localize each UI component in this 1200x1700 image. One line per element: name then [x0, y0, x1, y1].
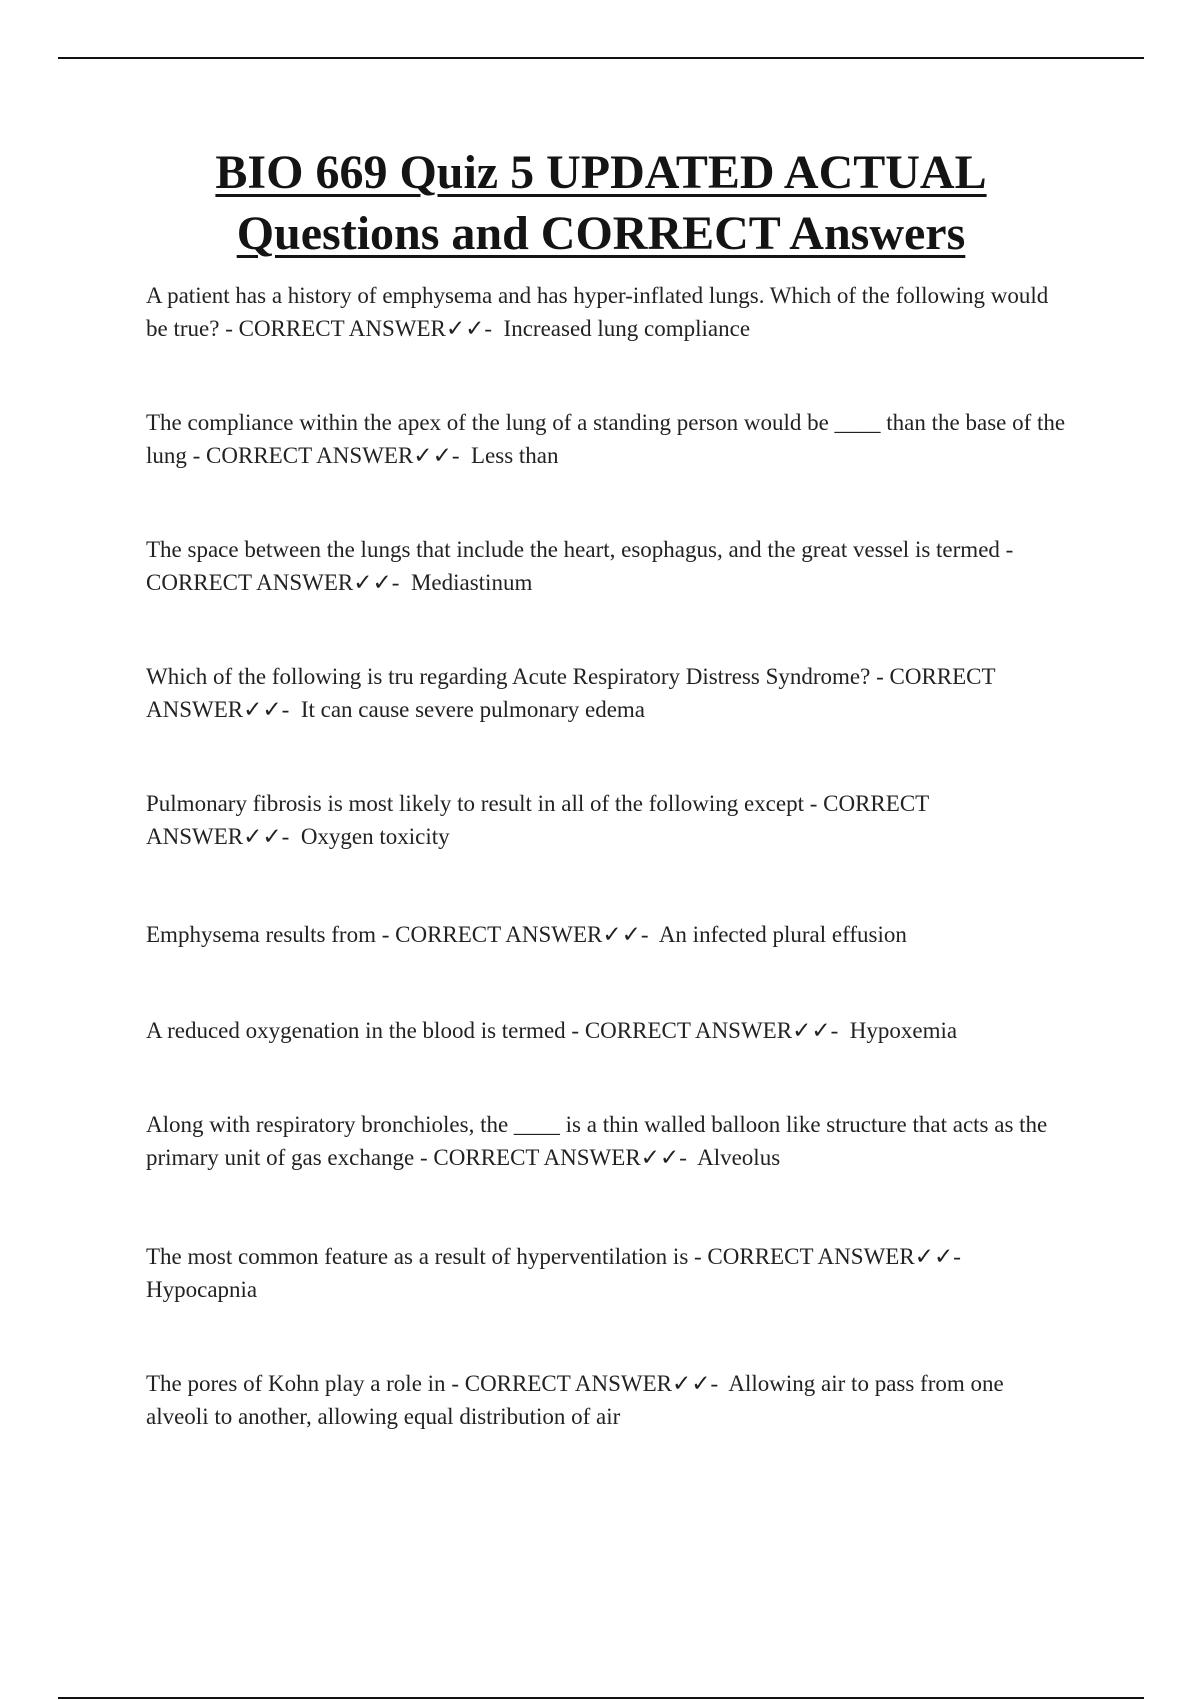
answer-text: Hypoxemia: [849, 1018, 958, 1043]
qa-item-10: [146, 1367, 1066, 1433]
question-text: A reduced oxygenation in the blood is termed: [146, 1018, 566, 1043]
answer-text: Increased lung compliance: [503, 316, 751, 341]
qa-item-8: [146, 1108, 1066, 1174]
qa-item-4: [146, 660, 1066, 726]
correct-answer-label: - CORRECT ANSWER✓✓-: [146, 664, 996, 722]
answer-text: Oxygen toxicity: [300, 824, 450, 849]
qa-item-1: [146, 279, 1066, 345]
question-text: Along with respiratory bronchioles, the ____ is a thin walled balloon like structure that acts as the primary unit of gas exchange: [146, 1112, 1048, 1170]
title-line-1: [58, 142, 1144, 203]
correct-answer-label: - CORRECT ANSWER✓✓-: [451, 1371, 719, 1396]
question-text: The space between the lungs that include the heart, esophagus, and the great vessel is termed: [146, 537, 1000, 562]
correct-answer-label: - CORRECT ANSWER✓✓-: [571, 1018, 839, 1043]
correct-answer-label: - CORRECT ANSWER✓✓-: [694, 1244, 961, 1269]
qa-item-3: [146, 533, 1066, 599]
correct-answer-label: - CORRECT ANSWER✓✓-: [146, 791, 929, 849]
answer-text: Allowing air to pass from one alveoli to another, allowing equal distribution of air: [146, 1371, 1004, 1429]
answer-text: Less than: [471, 443, 559, 468]
page-title: [58, 142, 1144, 264]
correct-answer-label: - CORRECT ANSWER✓✓-: [192, 443, 460, 468]
answer-text: It can cause severe pulmonary edema: [300, 697, 646, 722]
correct-answer-label: - CORRECT ANSWER✓✓-: [225, 316, 493, 341]
question-text: Pulmonary fibrosis is most likely to result in all of the following except: [146, 791, 804, 816]
correct-answer-label: - CORRECT ANSWER✓✓-: [146, 537, 1014, 595]
qa-item-7: [146, 1014, 1066, 1047]
answer-text: Mediastinum: [410, 570, 533, 595]
question-text: The compliance within the apex of the lung of a standing person would be ____ than the base of the lung: [146, 410, 1066, 468]
top-rule: [58, 57, 1144, 59]
title-line-2-text: Questions and CORRECT Answers: [236, 207, 966, 260]
correct-answer-label: - CORRECT ANSWER✓✓-: [381, 922, 649, 947]
answer-text: Alveolus: [697, 1145, 781, 1170]
question-text: The pores of Kohn play a role in: [146, 1371, 446, 1396]
question-text: The most common feature as a result of hyperventilation is: [146, 1244, 689, 1269]
question-text: Which of the following is tru regarding Acute Respiratory Distress Syndrome?: [146, 664, 871, 689]
qa-item-2: [146, 406, 1066, 472]
question-text: Emphysema results from: [146, 922, 376, 947]
title-line-1-text: BIO 669 Quiz 5 UPDATED ACTUAL: [215, 146, 987, 199]
qa-item-9: [146, 1240, 1066, 1306]
bottom-rule: [58, 1697, 1144, 1699]
qa-item-6: [146, 918, 1066, 951]
question-text: A patient has a history of emphysema and has hyper-inflated lungs. Which of the following would be true?: [146, 283, 1049, 341]
answer-text: An infected plural effusion: [658, 922, 907, 947]
correct-answer-label: - CORRECT ANSWER✓✓-: [420, 1145, 687, 1170]
answer-text: Hypocapnia: [146, 1277, 258, 1302]
qa-item-5: [146, 787, 1066, 853]
title-line-2: [58, 203, 1144, 264]
